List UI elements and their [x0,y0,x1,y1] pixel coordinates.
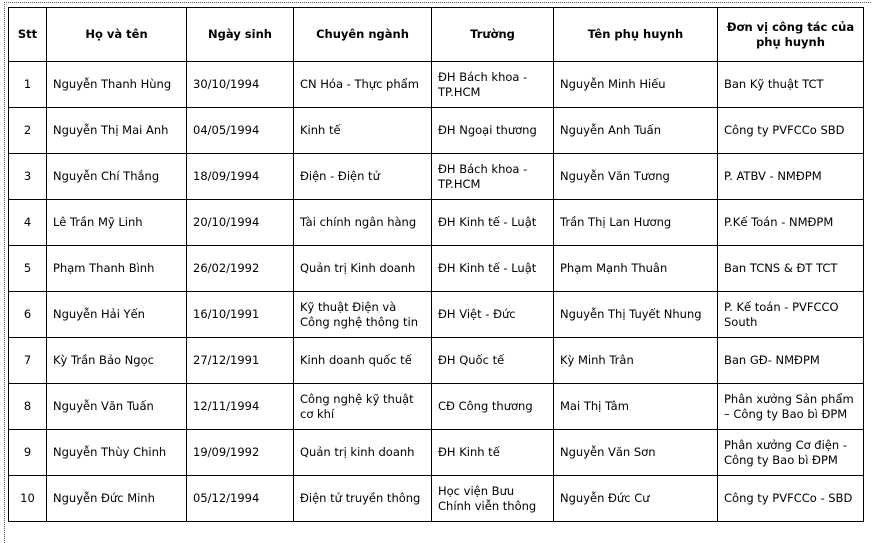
header-stt: Stt [9,8,47,62]
cell-parent-name: Trần Thị Lan Hương [554,200,718,246]
cell-birthdate: 12/11/1994 [187,384,294,430]
cell-parent-workplace: Công ty PVFCCo - SBD [718,476,864,522]
cell-name: Lê Trần Mỹ Linh [47,200,187,246]
cell-stt: 5 [9,246,47,292]
cell-stt: 10 [9,476,47,522]
cell-parent-name: Nguyễn Văn Sơn [554,430,718,476]
cell-parent-name: Nguyễn Minh Hiếu [554,62,718,108]
cell-parent-workplace: Công ty PVFCCo SBD [718,108,864,154]
cell-parent-workplace: Phân xưởng Sản phẩm – Công ty Bao bì ĐPM [718,384,864,430]
cell-stt: 1 [9,62,47,108]
cell-name: Nguyễn Văn Tuấn [47,384,187,430]
cell-major: Quản trị Kinh doanh [294,246,432,292]
cell-school: CĐ Công thương [432,384,554,430]
cell-parent-workplace: Ban GĐ- NMĐPM [718,338,864,384]
cell-birthdate: 04/05/1994 [187,108,294,154]
cell-parent-name: Kỳ Minh Trân [554,338,718,384]
cell-major: CN Hóa - Thực phẩm [294,62,432,108]
cell-stt: 6 [9,292,47,338]
header-parent-workplace: Đơn vị công tác của phụ huynh [718,8,864,62]
cell-school: ĐH Bách khoa - TP.HCM [432,62,554,108]
cell-birthdate: 19/09/1992 [187,430,294,476]
cell-school: ĐH Quốc tế [432,338,554,384]
cell-major: Điện tử truyền thông [294,476,432,522]
cell-school: ĐH Bách khoa - TP.HCM [432,154,554,200]
table-row [9,62,864,108]
table-row [9,384,864,430]
cell-name: Nguyễn Thị Mai Anh [47,108,187,154]
header-major: Chuyên ngành [294,8,432,62]
cell-birthdate: 16/10/1991 [187,292,294,338]
cell-name: Nguyễn Đức Minh [47,476,187,522]
cell-parent-workplace: Ban Kỹ thuật TCT [718,62,864,108]
cell-parent-workplace: Phân xưởng Cơ điện - Công ty Bao bì ĐPM [718,430,864,476]
cell-parent-workplace: P. ATBV - NMĐPM [718,154,864,200]
cell-birthdate: 05/12/1994 [187,476,294,522]
table-row [9,200,864,246]
cell-stt: 2 [9,108,47,154]
cell-parent-workplace: P.Kế Toán - NMĐPM [718,200,864,246]
cell-parent-workplace: Ban TCNS & ĐT TCT [718,246,864,292]
cell-parent-name: Mai Thị Tâm [554,384,718,430]
cell-name: Nguyễn Hải Yến [47,292,187,338]
cell-school: ĐH Kinh tế [432,430,554,476]
cell-birthdate: 20/10/1994 [187,200,294,246]
cell-stt: 3 [9,154,47,200]
cell-parent-workplace: P. Kế toán - PVFCCO South [718,292,864,338]
header-parent-name: Tên phụ huynh [554,8,718,62]
table-row [9,292,864,338]
cell-name: Phạm Thanh Bình [47,246,187,292]
header-row [9,8,864,62]
student-table [8,7,864,522]
cell-name: Nguyễn Chí Thắng [47,154,187,200]
table-row [9,430,864,476]
cell-school: Học viện Bưu Chính viễn thông [432,476,554,522]
cell-major: Quản trị kinh doanh [294,430,432,476]
cell-major: Kinh tế [294,108,432,154]
cell-major: Kinh doanh quốc tế [294,338,432,384]
header-name: Họ và tên [47,8,187,62]
cell-name: Nguyễn Thùy Chinh [47,430,187,476]
cell-parent-name: Nguyễn Thị Tuyết Nhung [554,292,718,338]
cell-birthdate: 30/10/1994 [187,62,294,108]
cell-major: Kỹ thuật Điện và Công nghệ thông tin [294,292,432,338]
table-row [9,476,864,522]
cell-parent-name: Nguyễn Văn Tương [554,154,718,200]
cell-parent-name: Nguyễn Anh Tuấn [554,108,718,154]
table-row [9,246,864,292]
cell-stt: 4 [9,200,47,246]
cell-school: ĐH Việt - Đức [432,292,554,338]
cell-major: Công nghệ kỹ thuật cơ khí [294,384,432,430]
cell-parent-name: Nguyễn Đức Cư [554,476,718,522]
cell-birthdate: 18/09/1994 [187,154,294,200]
cell-school: ĐH Ngoại thương [432,108,554,154]
cell-stt: 9 [9,430,47,476]
cell-name: Nguyễn Thanh Hùng [47,62,187,108]
cell-name: Kỳ Trần Bảo Ngọc [47,338,187,384]
cell-birthdate: 26/02/1992 [187,246,294,292]
table-row [9,338,864,384]
header-birthdate: Ngày sinh [187,8,294,62]
table-row [9,108,864,154]
cell-stt: 7 [9,338,47,384]
header-school: Trường [432,8,554,62]
cell-major: Tài chính ngân hàng [294,200,432,246]
cell-stt: 8 [9,384,47,430]
table-row [9,154,864,200]
cell-major: Điện - Điện tử [294,154,432,200]
cell-parent-name: Phạm Mạnh Thuân [554,246,718,292]
cell-school: ĐH Kinh tế - Luật [432,246,554,292]
cell-school: ĐH Kinh tế - Luật [432,200,554,246]
cell-birthdate: 27/12/1991 [187,338,294,384]
